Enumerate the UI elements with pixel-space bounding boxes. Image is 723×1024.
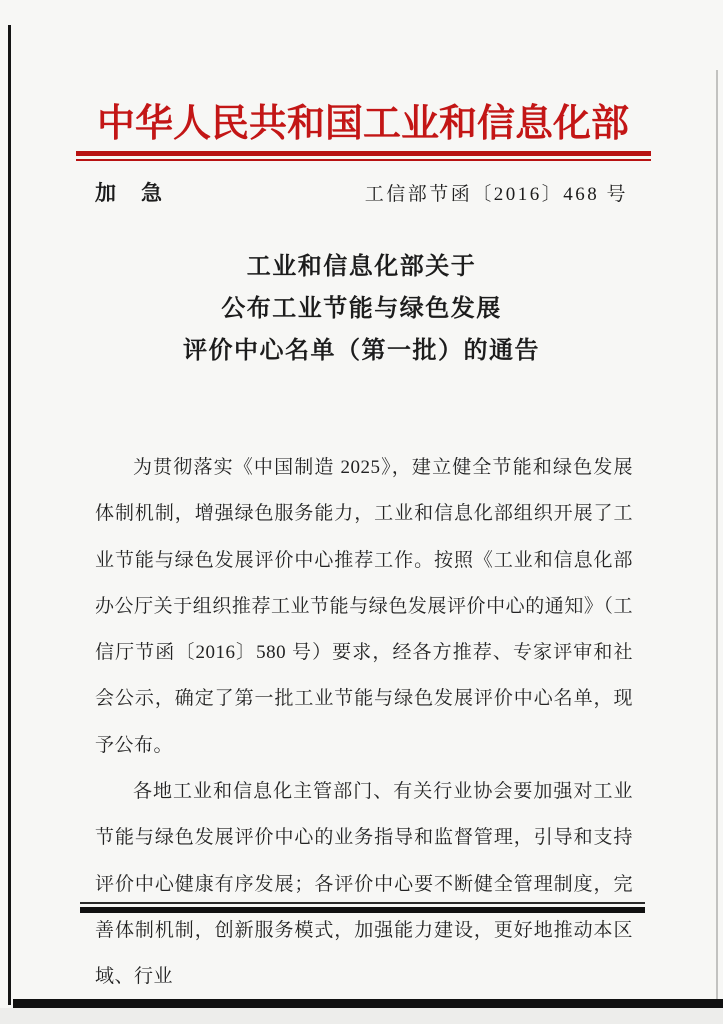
footer-rule: [80, 902, 645, 913]
letterhead-rule-thick: [76, 151, 651, 156]
document-number: 工信部节函〔2016〕468 号: [364, 184, 628, 205]
title-line-2: 公布工业节能与绿色发展: [221, 296, 502, 322]
document-body: [95, 445, 633, 1001]
title-line-3: 评价中心名单（第一批）的通告: [183, 338, 540, 364]
urgency-label: 加 急: [95, 181, 164, 205]
ministry-letterhead: 中华人民共和国工业和信息化部: [96, 103, 629, 145]
body-paragraph-1: 为贯彻落实《中国制造 2025》，建立健全节能和绿色发展体制机制，增强绿色服务能力，工业和信息化部组织开展了工业节能与绿色发展评价中心推荐工作。按照《工业和信息化部办公厅关于组织推荐工业节能与绿色发展评价中心的通知》（工信厅节函〔2016〕580 号）要求，经各方推荐、专家评审和社会公示，确定了第一批工业节能与绿色发展评价中心名单，现予公布。: [95, 457, 633, 756]
scan-background-strip: [0, 1008, 723, 1024]
letterhead-rule: [76, 151, 651, 161]
scan-edge-right: [716, 70, 718, 1000]
footer-rule-thick: [80, 907, 645, 913]
letterhead-rule-thin: [76, 159, 651, 161]
document-title: [0, 246, 723, 372]
body-paragraph-2: 各地工业和信息化主管部门、有关行业协会要加强对工业节能与绿色发展评价中心的业务指导和监督管理，引导和支持评价中心健康有序发展；各评价中心要不断健全管理制度，完善体制机制，创新服务模式，加强能力建设，更好地推动本区域、行业: [95, 781, 633, 988]
title-line-1: 工业和信息化部关于: [246, 254, 477, 280]
footer-rule-thin: [80, 902, 645, 904]
scan-edge-left: [8, 25, 11, 1005]
meta-row: [95, 177, 628, 207]
